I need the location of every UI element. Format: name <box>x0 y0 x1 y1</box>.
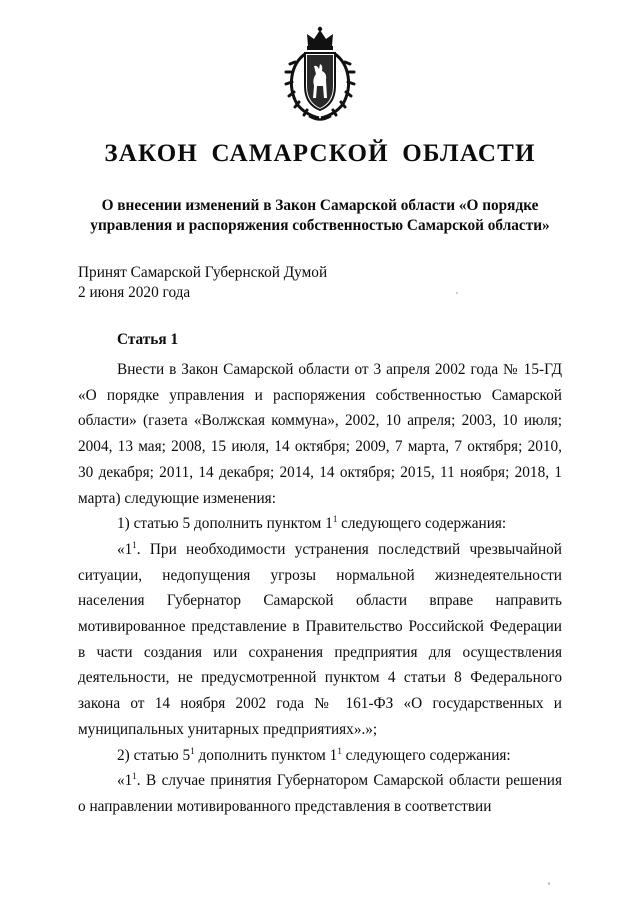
scan-speck <box>456 292 458 294</box>
superscript: 1 <box>132 771 137 782</box>
quote-1-number: «1 <box>117 540 133 558</box>
quote-2-number: «1 <box>117 772 133 790</box>
amendment-item-1 <box>78 511 562 537</box>
superscript: 1 <box>332 514 338 525</box>
amendment-item-1-tail: следующего содержания: <box>337 515 507 533</box>
article-heading: Статья 1 <box>117 331 179 348</box>
amendment-item-2-mid: дополнить пунктом 1 <box>194 746 338 764</box>
law-subtitle-line1: О внесении изменений в Закон Самарской области «О порядке <box>101 197 539 214</box>
article-intro-paragraph: Внести в Закон Самарской области от 3 апреля 2002 года № 15-ГД «О порядке управления и распоряжения собственностью Самарской области» (газета «Волжская коммуна», 2002, 10 апреля; 2003, 10 июля; 2004, 13 мая; 2008, 15 июля, 14 октября; 2009, 7 марта, 7 октября; 2010, 30 декабря; 2011, 14 декабря; 2014, 14 октября; 2015, 11 ноября; 2018, 1 марта) следующие изменения: <box>78 361 562 507</box>
samara-coat-of-arms-icon <box>283 24 357 124</box>
amendment-item-2-text: 2) статью 5 <box>117 746 191 764</box>
superscript: 1 <box>132 539 137 550</box>
amendment-item-2-tail: следующего содержания: <box>341 746 511 764</box>
adoption-info <box>78 263 327 303</box>
superscript: 1 <box>337 745 342 756</box>
amendment-quote-1 <box>78 537 562 743</box>
law-title: ЗАКОН САМАРСКОЙ ОБЛАСТИ <box>104 140 536 167</box>
amendment-item-2 <box>78 743 562 769</box>
quote-1-text: . При необходимости устранения последствий чрезвычайной ситуации, недопущения угрозы нормальной жизнедеятельности населения Губернатор Самарской области вправе направить мотивированное представление в Правительство Российской Федерации в части создания или сохранения предприятия для осуществления деятельности, не предусмотренной пунктом 4 статьи 8 Федерального закона от 14 ноября 2002 года № 161-ФЗ «О государственных и муниципальных унитарных предприятиях».»; <box>78 540 562 738</box>
adoption-body: Принят Самарской Губернской Думой <box>78 264 328 281</box>
quote-2-text: . В случае принятия Губернатором Самарской области решения о направлении мотивированного представления в соответствии <box>78 772 562 815</box>
superscript: 1 <box>190 745 195 756</box>
article-body <box>78 357 562 820</box>
amendment-item-1-text: 1) статью 5 дополнить пунктом 1 <box>117 515 333 533</box>
law-subtitle <box>70 196 570 236</box>
adoption-date: 2 июня 2020 года <box>78 284 191 301</box>
scan-speck <box>548 882 550 885</box>
amendment-quote-2 <box>78 768 562 819</box>
law-subtitle-line2: управления и распоряжения собственностью Самарской области» <box>90 217 550 234</box>
